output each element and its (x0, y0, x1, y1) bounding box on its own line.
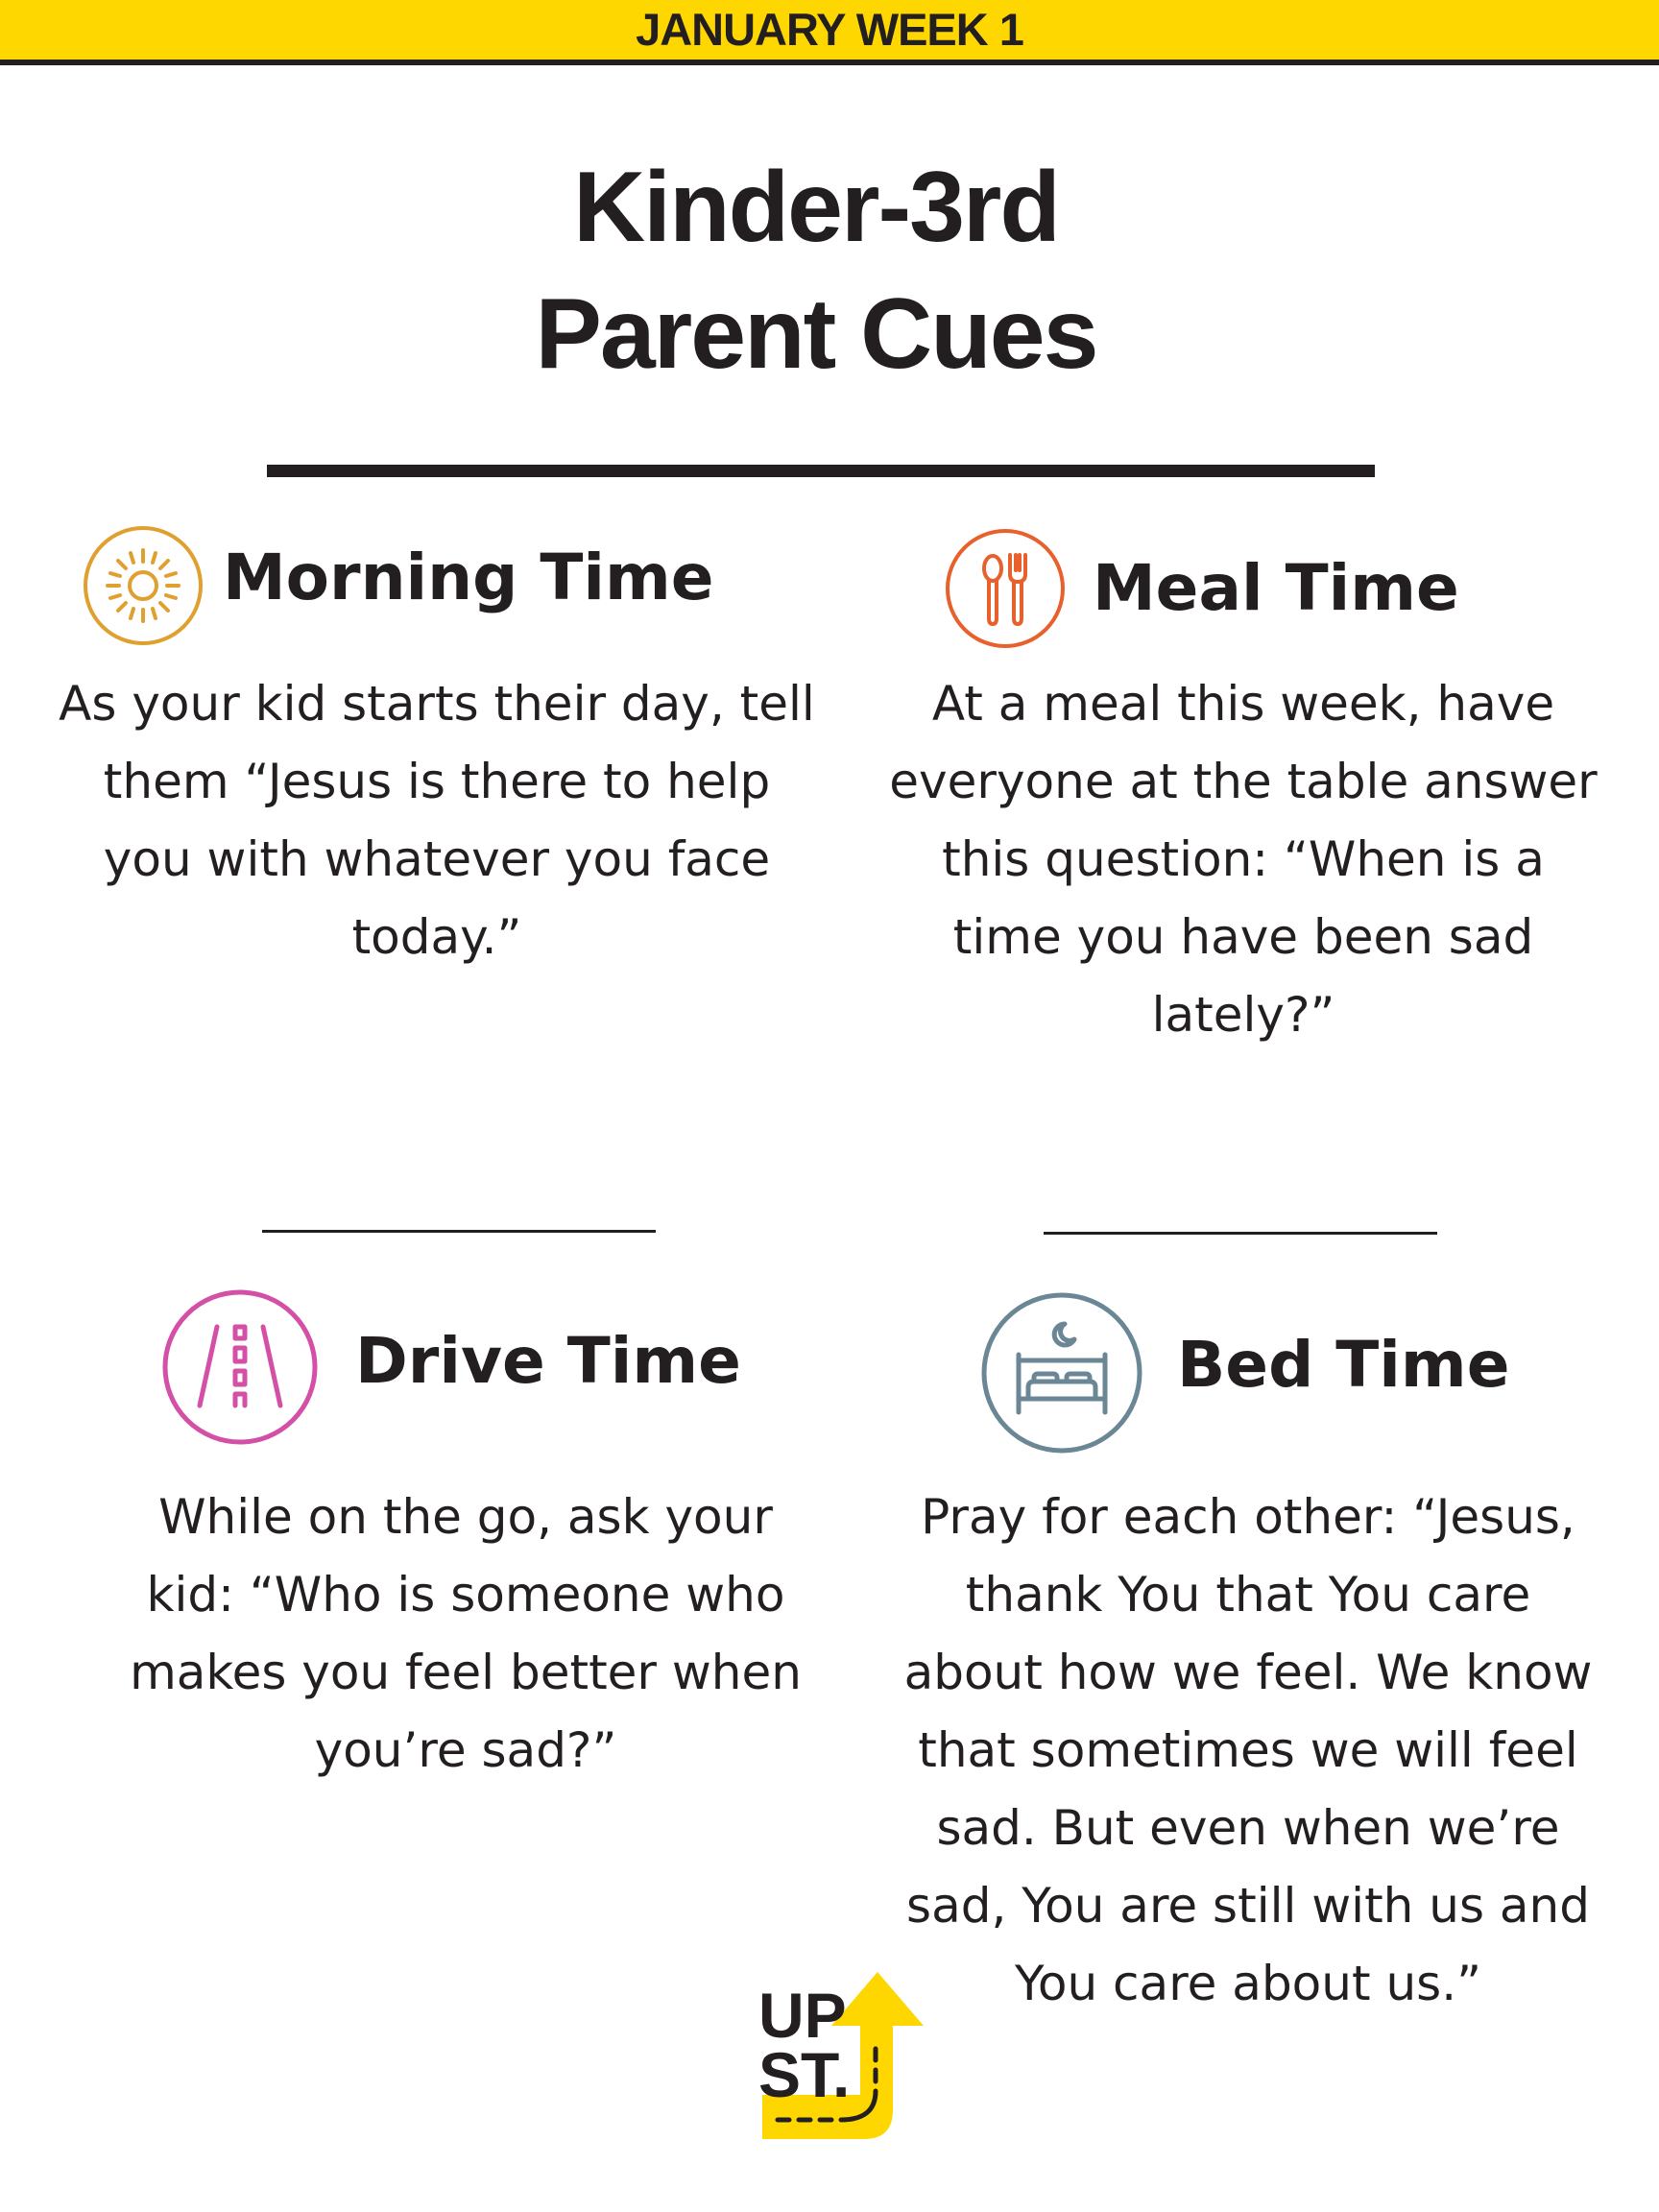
road-icon (161, 1288, 319, 1446)
bed-body (845, 1479, 1651, 2023)
bed-line: thank You that You care (965, 1567, 1531, 1623)
title-line-2: Parent Cues (535, 278, 1097, 390)
week-label: JANUARY WEEK 1 (636, 4, 1023, 55)
meal-body (845, 665, 1642, 1054)
bed-moon-icon (980, 1291, 1143, 1455)
bed-line: that sometimes we will feel (918, 1722, 1578, 1778)
logo-text-up: UP (758, 1980, 847, 2051)
bed-line: You care about us.” (1014, 1956, 1481, 2011)
bed-heading: Bed Time (1177, 1328, 1510, 1402)
meal-heading: Meal Time (1093, 551, 1459, 625)
bed-line: about how we feel. We know (903, 1645, 1593, 1700)
title-line-1: Kinder-3rd (573, 152, 1059, 263)
drive-body (77, 1479, 854, 1790)
logo-text-st: ST. (758, 2039, 851, 2110)
bed-line: sad, You are still with us and (906, 1878, 1590, 1934)
drive-line: kid: “Who is someone who (146, 1567, 785, 1623)
drive-line: While on the go, ask your (158, 1489, 773, 1545)
bed-line: Pray for each other: “Jesus, (921, 1489, 1575, 1545)
meal-line: this question: “When is a (942, 831, 1545, 887)
drive-line: makes you feel better when (130, 1645, 802, 1700)
morning-heading: Morning Time (223, 541, 714, 614)
upstreet-logo (749, 1968, 941, 2141)
left-divider (262, 1230, 656, 1233)
meal-line: At a meal this week, have (931, 676, 1555, 732)
drive-line: you’re sad?” (314, 1722, 617, 1778)
page-title (0, 144, 1632, 397)
meal-line: everyone at the table answer (889, 754, 1598, 809)
sun-icon (81, 523, 205, 648)
meal-line: time you have been sad (952, 909, 1534, 965)
right-divider (1044, 1232, 1437, 1235)
morning-line: you with whatever you face (103, 831, 771, 887)
morning-line: them “Jesus is there to help (103, 754, 771, 809)
title-divider (267, 465, 1375, 477)
utensils-icon (943, 526, 1068, 651)
bed-line: sad. But even when we’re (936, 1800, 1560, 1856)
morning-body (29, 665, 845, 976)
morning-line: As your kid starts their day, tell (59, 676, 815, 732)
drive-heading: Drive Time (355, 1324, 741, 1398)
meal-line: lately?” (1151, 987, 1335, 1043)
morning-line: today.” (351, 909, 522, 965)
